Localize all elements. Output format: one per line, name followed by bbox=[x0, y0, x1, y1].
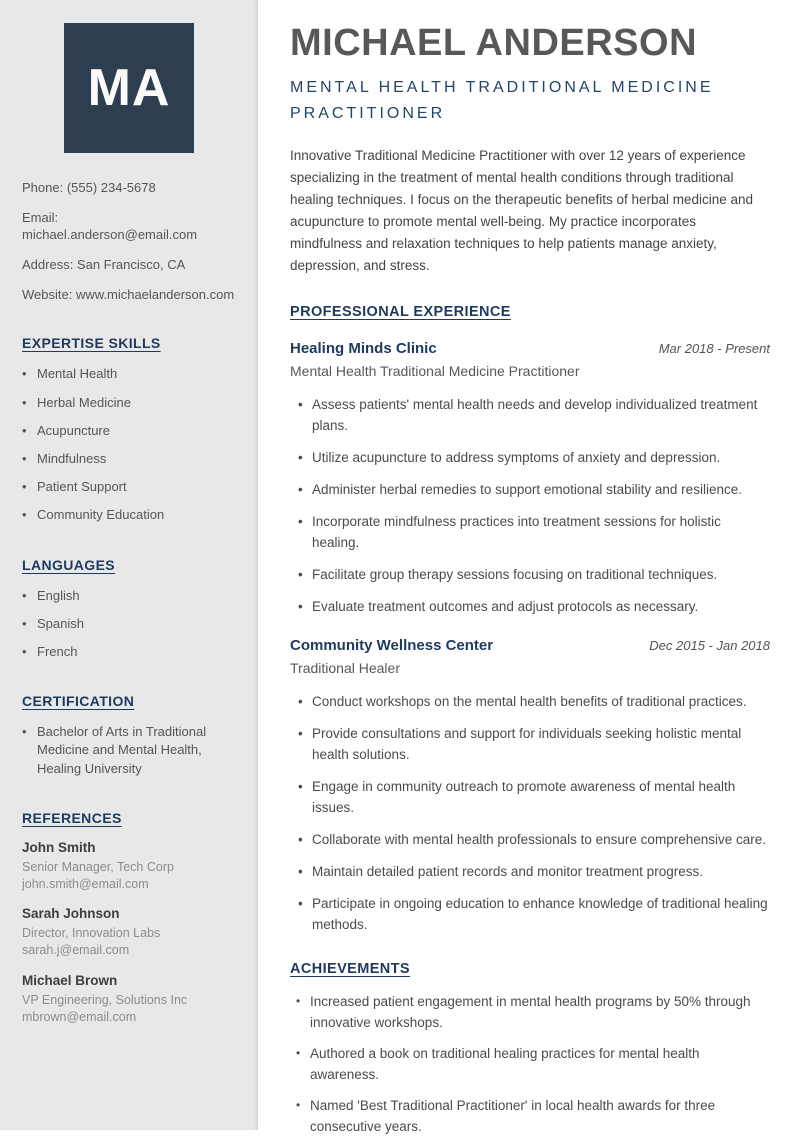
expertise-skills-heading: EXPERTISE SKILLS bbox=[22, 335, 161, 352]
achievement-bullet: • Named 'Best Traditional Practitioner' in local health awards for three consecutive years. bbox=[290, 1095, 765, 1137]
job-role: Mental Health Traditional Medicine Practitioner bbox=[290, 363, 580, 380]
job-bullet: • Engage in community outreach to promote awareness of mental health issues. bbox=[290, 776, 768, 818]
languages-heading: LANGUAGES bbox=[22, 556, 116, 573]
job-header bbox=[290, 637, 770, 654]
skill-item: • Acupuncture bbox=[22, 422, 236, 440]
language-item: • English bbox=[22, 587, 236, 605]
job-bullet: • Participate in ongoing education to enhance knowledge of traditional healing methods. bbox=[290, 893, 768, 935]
job-bullet: • Conduct workshops on the mental health benefits of traditional practices. bbox=[290, 691, 768, 712]
references-heading: REFERENCES bbox=[22, 809, 122, 826]
person-name: MICHAEL ANDERSON bbox=[290, 22, 698, 64]
job-dates: Mar 2018 - Present bbox=[658, 341, 770, 357]
reference-name: Michael Brown bbox=[22, 972, 118, 988]
section-expertise-skills bbox=[22, 335, 236, 524]
job-role: Traditional Healer bbox=[290, 660, 400, 677]
job-entry-community-wellness bbox=[290, 637, 770, 935]
language-item: • Spanish bbox=[22, 615, 236, 633]
avatar-initials: MA bbox=[87, 59, 171, 117]
certification-item: • Bachelor of Arts in Traditional Medicine and Mental Health, Healing University bbox=[22, 723, 236, 778]
job-bullet: • Provide consultations and support for individuals seeking holistic mental health solutions. bbox=[290, 723, 768, 765]
resume-main bbox=[258, 0, 800, 1135]
company-name: Community Wellness Center bbox=[290, 637, 494, 655]
expertise-skills-list bbox=[22, 365, 236, 524]
reference-email: john.smith@email.com bbox=[22, 876, 149, 891]
achievement-bullet: • Increased patient engagement in mental health programs by 50% through innovative workshops. bbox=[290, 991, 765, 1033]
section-certification bbox=[22, 693, 236, 778]
achievements-heading: ACHIEVEMENTS bbox=[290, 961, 411, 978]
skill-item: • Patient Support bbox=[22, 478, 236, 496]
job-dates: Dec 2015 - Jan 2018 bbox=[649, 638, 770, 654]
job-bullet: • Incorporate mindfulness practices into treatment sessions for holistic healing. bbox=[290, 511, 768, 553]
avatar bbox=[64, 23, 194, 153]
contact-address: Address: San Francisco, CA bbox=[22, 256, 186, 272]
skill-item: • Herbal Medicine bbox=[22, 394, 236, 412]
job-bullet-list bbox=[290, 394, 770, 617]
job-bullet: • Facilitate group therapy sessions focusing on traditional techniques. bbox=[290, 564, 768, 585]
contact-info bbox=[22, 180, 236, 303]
languages-list bbox=[22, 587, 236, 662]
skill-item: • Community Education bbox=[22, 506, 236, 524]
professional-experience-heading: PROFESSIONAL EXPERIENCE bbox=[290, 304, 511, 321]
reference-entry bbox=[22, 906, 236, 960]
contact-phone: Phone: (555) 234-5678 bbox=[22, 180, 156, 195]
skill-item: • Mindfulness bbox=[22, 450, 236, 468]
summary-paragraph: Innovative Traditional Medicine Practitioner with over 12 years of experience specializing in the treatment of mental health conditions through traditional healing techniques. I focus on the therapeutic benefits of herbal medicine and acupuncture to promote mental well-being. My practice incorporates mindfulness and relaxation techniques to help patients manage anxiety, depression, and stress. bbox=[290, 148, 754, 274]
job-bullet-list bbox=[290, 691, 770, 935]
reference-role: Senior Manager, Tech Corp bbox=[22, 859, 174, 874]
contact-website: Website: www.michaelanderson.com bbox=[22, 286, 235, 302]
reference-email: sarah.j@email.com bbox=[22, 943, 130, 958]
reference-email: mbrown@email.com bbox=[22, 1009, 137, 1024]
reference-name: John Smith bbox=[22, 839, 96, 855]
reference-role: VP Engineering, Solutions Inc bbox=[22, 992, 188, 1007]
contact-email: Email: michael.anderson@email.com bbox=[22, 209, 198, 242]
job-bullet: • Collaborate with mental health professionals to ensure comprehensive care. bbox=[290, 829, 768, 850]
reference-entry bbox=[22, 840, 236, 894]
skill-item: • Mental Health bbox=[22, 365, 236, 383]
job-header bbox=[290, 340, 770, 357]
resume-sidebar bbox=[0, 0, 258, 1130]
company-name: Healing Minds Clinic bbox=[290, 340, 437, 358]
job-entry-healing-minds bbox=[290, 340, 770, 617]
certification-heading: CERTIFICATION bbox=[22, 693, 135, 710]
person-title: MENTAL HEALTH TRADITIONAL MEDICINE PRACTITIONER bbox=[290, 79, 714, 122]
reference-entry bbox=[22, 973, 236, 1027]
reference-name: Sarah Johnson bbox=[22, 906, 120, 922]
language-item: • French bbox=[22, 643, 236, 661]
job-bullet: • Assess patients' mental health needs and develop individualized treatment plans. bbox=[290, 394, 768, 436]
job-bullet: • Administer herbal remedies to support emotional stability and resilience. bbox=[290, 479, 768, 500]
job-bullet: • Maintain detailed patient records and monitor treatment progress. bbox=[290, 861, 768, 882]
reference-role: Director, Innovation Labs bbox=[22, 926, 161, 941]
job-bullet: • Evaluate treatment outcomes and adjust protocols as necessary. bbox=[290, 596, 768, 617]
section-references bbox=[22, 810, 236, 1027]
section-languages bbox=[22, 557, 236, 662]
certification-list bbox=[22, 723, 236, 778]
achievements-list bbox=[290, 991, 770, 1137]
job-bullet: • Utilize acupuncture to address symptoms of anxiety and depression. bbox=[290, 447, 768, 468]
achievement-bullet: • Authored a book on traditional healing practices for mental health awareness. bbox=[290, 1043, 765, 1085]
